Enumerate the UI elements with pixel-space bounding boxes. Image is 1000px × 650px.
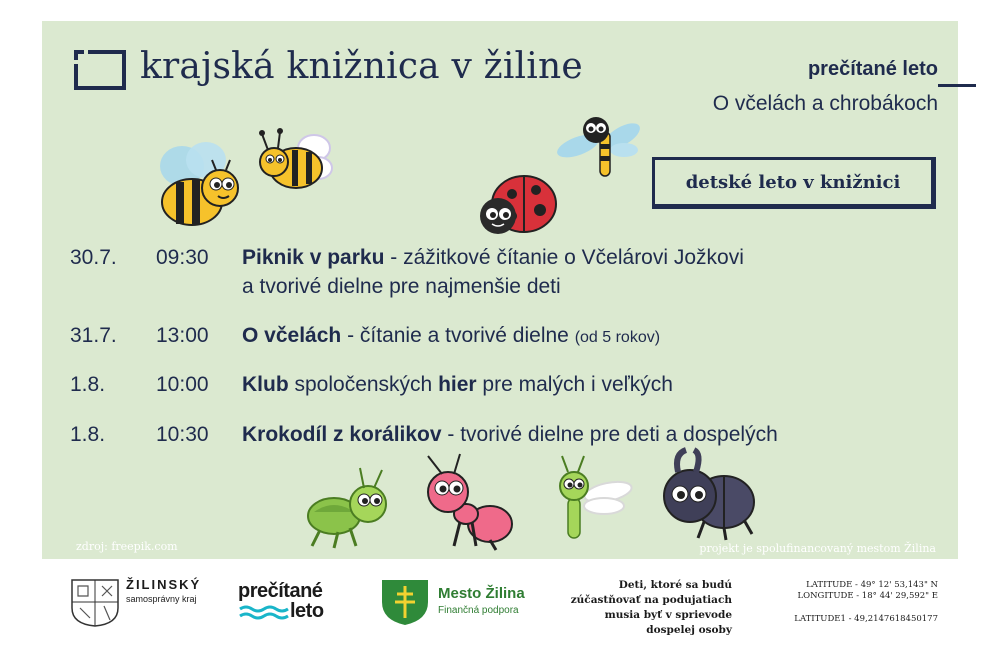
- mesto-zilina-subtitle: Finančná podpora: [438, 605, 519, 616]
- event-time: 10:30: [156, 423, 209, 446]
- event-time: 10:00: [156, 373, 209, 396]
- dragonfly-icon: [556, 106, 642, 180]
- event-title: Piknik v parku: [242, 246, 385, 269]
- summer-badge: detské leto v knižnici: [652, 157, 936, 209]
- event-text: spoločenských: [288, 373, 439, 396]
- event-description: [242, 370, 882, 399]
- latitude: LATITUDE - 49° 12' 53,143" N: [806, 580, 938, 590]
- zsk-logo-subtitle: samosprávny kraj: [126, 594, 197, 604]
- event-title: O včelách: [242, 324, 342, 347]
- event-title: Krokodíl z korálikov: [242, 423, 442, 446]
- event-text: - čítanie a tvorivé dielne: [341, 324, 575, 347]
- event-description: [242, 420, 882, 449]
- event-time: 09:30: [156, 246, 209, 269]
- longitude: LONGITUDE - 18° 44' 29,592" E: [797, 591, 938, 601]
- library-logo-icon: [74, 50, 126, 90]
- library-name: krajská knižnica v žiline: [140, 46, 583, 87]
- event-text-part2: pre malých i veľkých: [476, 373, 673, 396]
- event-date: 1.8.: [70, 373, 106, 396]
- bee-small-icon: [252, 126, 336, 200]
- event-date: 30.7.: [70, 246, 117, 269]
- event-text-line2: a tvorivé dielne pre najmenšie deti: [242, 275, 561, 298]
- coordinates-block: [794, 580, 938, 625]
- event-time: 13:00: [156, 324, 209, 347]
- grasshopper-icon: [304, 462, 394, 550]
- zsk-logo-name: ŽILINSKÝ: [126, 577, 202, 592]
- event-age-note: (od 5 rokov): [574, 329, 661, 346]
- wave-icon: [238, 604, 288, 620]
- event-title: Klub: [242, 373, 289, 396]
- supervision-notice: Deti, ktoré sa budú zúčastňovať na podujatiach musia byť v sprievode dospelej osoby: [570, 579, 732, 636]
- zsk-coat-of-arms-icon: [70, 578, 120, 628]
- event-text: - tvorivé dielne pre deti a dospelých: [441, 423, 778, 446]
- precitane-leto-logo-line2: leto: [290, 600, 324, 622]
- event-text: - zážitkové čítanie o Včelárovi Jožkovi: [384, 246, 744, 269]
- event-description: [242, 243, 882, 301]
- beetle-icon: [654, 446, 758, 542]
- bee-big-icon: [154, 132, 246, 230]
- event-title-part2: hier: [438, 373, 477, 396]
- event-description: [242, 321, 882, 352]
- zilina-coat-of-arms-icon: [380, 578, 430, 626]
- event-date: 1.8.: [70, 423, 106, 446]
- precitane-leto-logo-line1: prečítané: [238, 580, 323, 602]
- ladybug-icon: [478, 172, 558, 238]
- project-title: prečítané leto: [807, 58, 938, 80]
- image-source-credit: zdroj: freepik.com: [76, 540, 178, 553]
- mesto-zilina-name: Mesto Žilina: [438, 585, 525, 602]
- title-underline: [938, 84, 976, 87]
- insect-wings-icon: [548, 454, 636, 540]
- latitude-decimal: LATITUDE1 - 49,2147618450177: [794, 614, 938, 624]
- project-subtitle: O včelách a chrobákoch: [712, 92, 938, 115]
- event-date: 31.7.: [70, 324, 117, 347]
- ant-icon: [420, 452, 518, 552]
- funding-credit: projekt je spolufinancovaný mestom Žilina: [699, 542, 936, 555]
